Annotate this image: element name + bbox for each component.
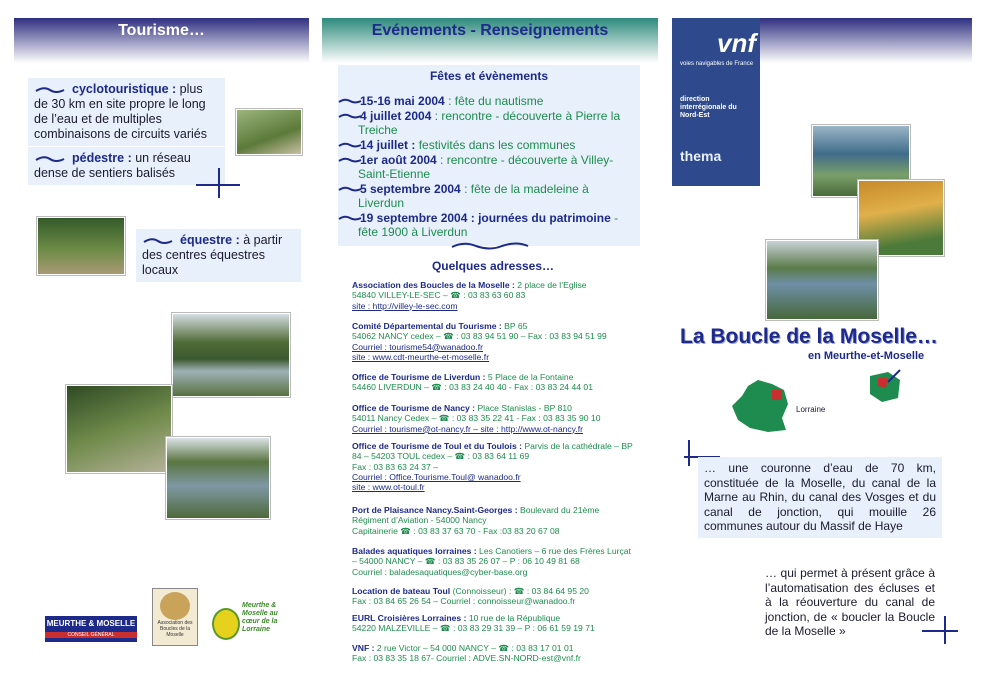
event-text: : rencontre - découverte à Pierre la Treiche <box>358 109 621 137</box>
moselle-loop-photo-3 <box>766 240 878 320</box>
middle-title: Evénements - Renseignements <box>371 22 609 39</box>
address-name: Office de Tourisme de Nancy : <box>352 403 476 413</box>
event-text: - fête 1900 à Liverdun <box>358 211 619 239</box>
map-label: Lorraine <box>796 405 826 414</box>
assoc-boucles-logo <box>152 588 198 646</box>
event-date: 15-16 mai 2004 <box>360 94 445 108</box>
meurthe-logo-text: MEURTHE & MOSELLE <box>46 619 136 628</box>
wave-icon <box>338 142 362 149</box>
address-name: Location de bateau Toul <box>352 586 451 596</box>
thema-label: thema <box>680 148 722 164</box>
main-subtitle: en Meurthe-et-Moselle <box>808 350 925 362</box>
address-entry <box>352 586 634 607</box>
left-banner <box>14 18 309 63</box>
meurthe-moselle-logo <box>45 616 137 642</box>
address-name: Balades aquatiques lorraines : <box>352 546 477 556</box>
address-line: Boulevard du 21ème Régiment d’Aviation - 54000 Nancy <box>352 505 600 526</box>
boat-canal-photo <box>166 437 270 519</box>
address-line: Place Stanislas - BP 810 <box>475 403 572 413</box>
address-line: 2 place de l’Eglise <box>514 280 587 290</box>
event-date: 19 septembre 2004 : journées du patrimoine <box>360 211 611 225</box>
address-name: EURL Croisières Lorraines : <box>352 613 467 623</box>
france-map-icon <box>728 378 794 434</box>
middle-banner <box>322 18 658 63</box>
meurthe-logo-sub: CONSEIL GÉNÉRAL <box>45 632 137 638</box>
main-title: La Boucle de la Moselle… <box>680 325 938 348</box>
event-item <box>358 153 634 181</box>
assoc-emblem-icon <box>160 592 190 620</box>
address-line: 54460 LIVERDUN – ☎ : 03 83 24 40 40 - Fax : 03 83 24 44 01 <box>352 382 593 393</box>
address-line: Parvis de la cathédrale – BP 84 – 54203 TOUL cedex – ☎ : 03 83 64 11 69 <box>352 441 633 462</box>
address-name: Association des Boucles de la Moselle : <box>352 280 515 290</box>
lorraine-logo-text: Meurthe & Moselle au cœur de la Lorraine <box>242 602 278 633</box>
wave-icon <box>338 113 362 120</box>
address-line: 54062 NANCY cedex – ☎ : 03 83 94 51 90 – Fax : 03 83 94 51 99 <box>352 331 607 342</box>
horse-riders-photo <box>37 217 125 275</box>
region-map-icon <box>864 366 904 406</box>
wave-icon <box>338 157 362 164</box>
event-item <box>358 94 634 108</box>
address-line: BP 65 <box>501 321 528 331</box>
address-entry <box>352 546 634 577</box>
decor-cross-v <box>218 168 220 198</box>
decor-cross-v <box>688 440 690 466</box>
river-photo <box>172 313 290 397</box>
events-list <box>344 94 634 239</box>
pedestre-text: un réseau dense de sentiers balisés <box>34 151 191 180</box>
event-date: 4 juillet 2004 <box>360 109 432 123</box>
address-entry <box>352 403 634 434</box>
address-line[interactable]: Courriel : Office.Tourisme.Toul@ wanadoo.fr <box>352 471 521 482</box>
address-line: Fax : 03 83 63 24 37 – <box>352 461 439 472</box>
cyclists-photo <box>66 385 172 473</box>
event-date: 14 juillet : <box>360 138 416 152</box>
address-entry <box>352 505 634 536</box>
events-box <box>338 65 640 246</box>
address-name: Office de Tourisme de Liverdun : <box>352 372 486 382</box>
vnf-brand-bar <box>672 18 760 186</box>
address-line: 5 Place de la Fontaine <box>485 372 574 382</box>
para2-text: … qui permet à présent grâce à l’automatisation des écluses et à la réouverture du canal de jonction, de « boucler la Boucle de la Moselle » <box>765 566 935 638</box>
cycle-path-photo <box>236 109 302 155</box>
address-name: Comité Départemental du Tourisme : <box>352 321 502 331</box>
address-line: 54011 Nancy Cedex – ☎ : 03 83 35 22 41 - Fax : 03 83 35 90 10 <box>352 413 601 424</box>
lemon-icon <box>212 608 240 640</box>
cyclo-label: cyclotouristique : <box>72 82 177 96</box>
address-line: 54840 VILLEY-LE-SEC – ☎ : 03 83 63 60 83 <box>352 290 526 301</box>
wave-icon <box>338 215 362 222</box>
address-line: 54220 MALZEVILLE – ☎ : 03 83 29 31 39 – P : 06 61 59 19 71 <box>352 623 595 634</box>
address-line: Capitainerie ☎ : 03 83 37 63 70 - Fax :03 83 20 67 08 <box>352 525 560 536</box>
address-entry <box>352 643 634 664</box>
events-heading: Fêtes et évènements <box>429 69 549 83</box>
address-name: Port de Plaisance Nancy.Saint-Georges : <box>352 505 518 515</box>
event-text: festivités dans les communes <box>415 138 576 152</box>
left-title: Tourisme… <box>118 22 205 39</box>
address-entry <box>352 613 634 634</box>
address-line: Les Canotiers – 6 rue des Frères Lurçat – 54000 NANCY – ☎ : 03 83 35 26 07 – P : 06 10 49 81 68 <box>352 546 631 567</box>
equestre-text: à partir des centres équestres locaux <box>142 233 283 277</box>
event-date: 1er août 2004 <box>360 153 437 167</box>
address-entry <box>352 441 634 492</box>
address-line: Fax : 03 84 65 26 54 – Courriel : connoisseur@wanadoo.fr <box>352 596 576 607</box>
address-entry <box>352 321 634 362</box>
lorraine-logo <box>210 600 290 644</box>
address-line: (Connoisseur) : ☎ : 03 84 64 95 20 <box>450 586 589 596</box>
address-line: Fax : 03 83 35 18 67- Courriel : ADVE.SN-NORD-est@vnf.fr <box>352 653 581 664</box>
address-line: 10 rue de la République <box>466 613 561 623</box>
pedestre-label: pédestre : <box>72 151 132 165</box>
address-line[interactable]: Courriel : tourisme54@wanadoo.fr <box>352 341 484 352</box>
address-entry <box>352 372 634 393</box>
address-line: Courriel : baladesaquatiques@cyber-base.org <box>352 566 528 577</box>
cyclo-box <box>28 78 225 146</box>
vnf-subtitle: voies navigables de France <box>680 61 754 67</box>
event-date: 5 septembre 2004 <box>360 182 461 196</box>
para1-text: … une couronne d’eau de 70 km, constituée de la Moselle, du canal de la Marne au Rhin, du canal des Vosges et du canal de jonction, qui mouille 26 communes autour du Massif de Haye <box>704 461 936 533</box>
event-item <box>358 211 634 239</box>
event-item <box>358 138 634 152</box>
vnf-direction: direction interrégionale du Nord-Est <box>680 96 737 119</box>
address-line[interactable]: site : www.ot-toul.fr <box>352 482 425 493</box>
equestre-label: équestre : <box>180 233 240 247</box>
event-item <box>358 182 634 210</box>
event-text: : fête de la madeleine à Liverdun <box>358 182 589 210</box>
wave-icon <box>450 241 530 251</box>
assoc-logo-text: Association des Boucles de la Moselle <box>157 620 193 638</box>
addresses-wave <box>450 238 530 256</box>
event-item <box>358 109 634 137</box>
addresses-heading: Quelques adresses… <box>431 259 555 273</box>
para1-box <box>698 457 942 538</box>
event-text: : rencontre - découverte à Villey-Saint-Etienne <box>358 153 614 181</box>
address-name: VNF : <box>352 643 375 653</box>
pedestre-box <box>28 147 225 185</box>
address-entry <box>352 280 634 311</box>
address-line[interactable]: Courriel : tourisme@ot-nancy.fr – site : http://www.ot-nancy.fr <box>352 423 583 434</box>
wave-icon <box>142 237 174 245</box>
event-text: : fête du nautisme <box>444 94 544 108</box>
wave-icon <box>338 186 362 193</box>
address-name: Office de Tourisme de Toul et du Toulois : <box>352 441 522 451</box>
decor-cross-h <box>922 630 958 632</box>
wave-icon <box>34 86 66 94</box>
equestre-box <box>136 229 301 282</box>
address-line[interactable]: site : www.cdt-meurthe-et-moselle.fr <box>352 351 490 362</box>
wave-icon <box>338 98 362 105</box>
wave-icon <box>34 155 66 163</box>
cyclo-text: plus de 30 km en site propre le long de l’eau et de multiples combinaisons de circuits variés <box>34 82 207 141</box>
address-line[interactable]: site : http://villey-le-sec.com <box>352 300 458 311</box>
address-line: 2 rue Victor – 54 000 NANCY – ☎ : 03 83 17 01 01 <box>374 643 574 653</box>
vnf-logo: vnf <box>717 28 756 58</box>
decor-cross-v <box>944 616 946 644</box>
